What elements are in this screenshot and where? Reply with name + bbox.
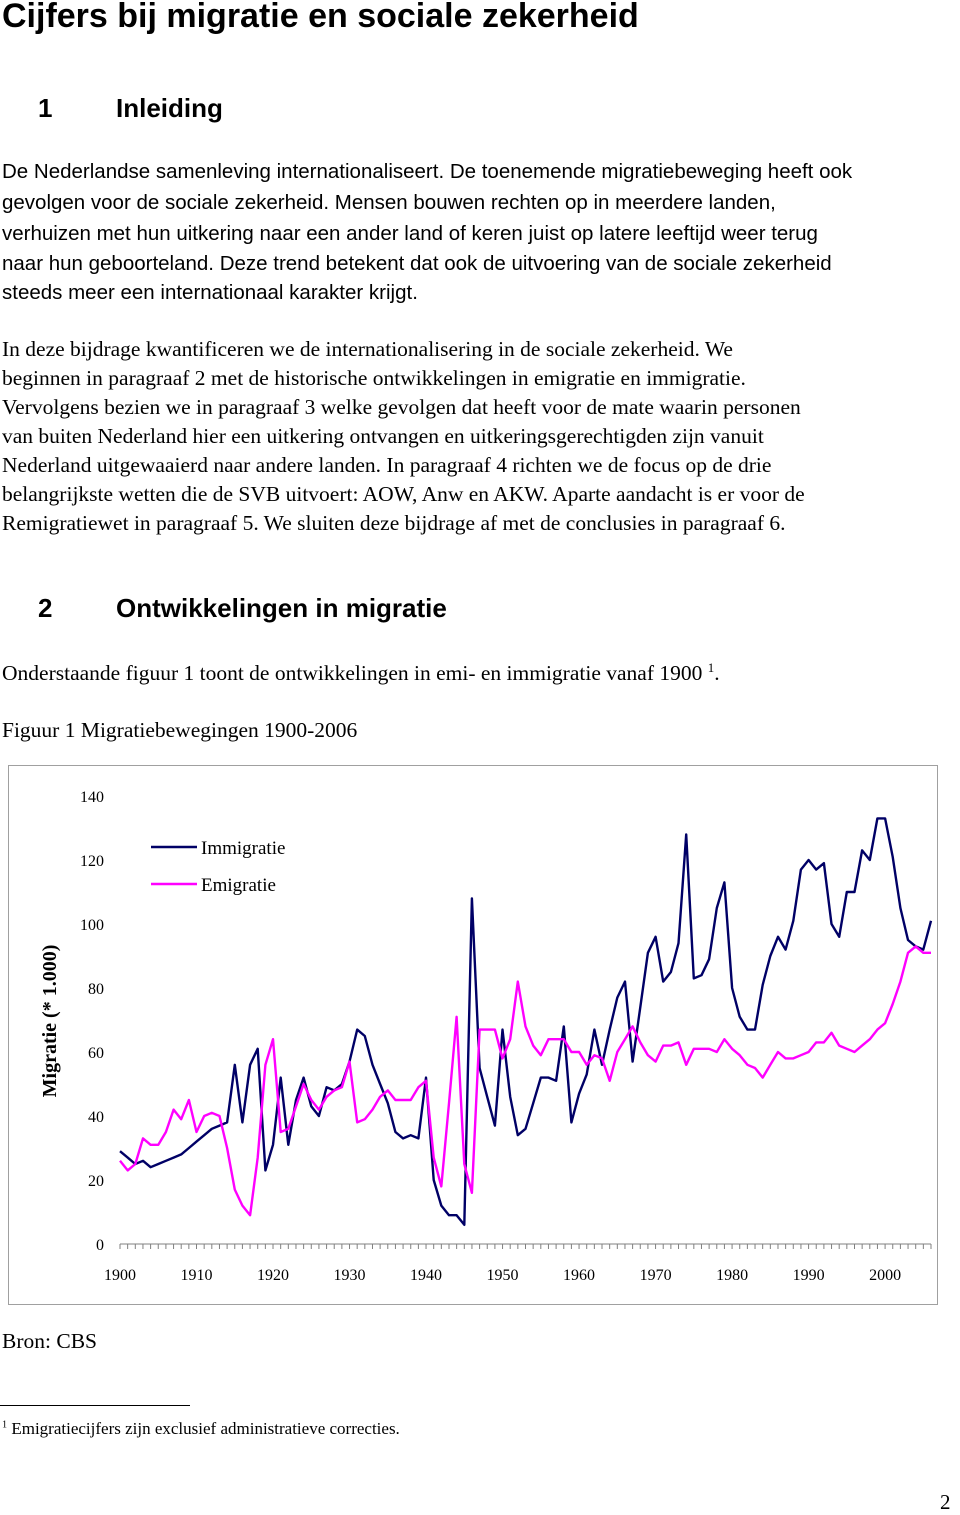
paragraph2-line: Remigratiewet in paragraaf 5. We sluiten deze bijdrage af met de conclusies in paragraaf 6.	[2, 511, 786, 535]
section2-number: 2	[38, 593, 53, 623]
x-tick-label: 1930	[333, 1267, 366, 1284]
y-tick-label: 60	[88, 1045, 104, 1062]
chart-frame	[8, 765, 938, 1305]
paragraph2-line: beginnen in paragraaf 2 met de historische ontwikkelingen in emigratie en immigratie.	[2, 366, 746, 390]
section2-heading: Ontwikkelingen in migratie	[116, 593, 447, 623]
paragraph1-line: naar hun geboorteland. Deze trend betekent dat ook de uitvoering van de sociale zekerheid	[2, 252, 832, 275]
x-tick-label: 1920	[257, 1267, 290, 1284]
y-tick-label: 40	[88, 1109, 104, 1126]
y-tick-label: 80	[88, 981, 104, 998]
footnote	[2, 1419, 400, 1439]
paragraph1-line: gevolgen voor de sociale zekerheid. Mensen bouwen rechten op in meerdere landen,	[2, 191, 776, 214]
paragraph2-line: Nederland uitgewaaierd naar andere landen. In paragraaf 4 richten we de focus op de drie	[2, 453, 772, 477]
document-title: Cijfers bij migratie en sociale zekerheid	[2, 0, 639, 35]
footnote-marker: 1	[2, 1419, 8, 1431]
y-axis-title: Migratie (* 1.000)	[39, 944, 61, 1098]
x-tick-label: 1960	[563, 1267, 596, 1284]
x-tick-label: 1990	[792, 1267, 825, 1284]
x-tick-label: 2000	[869, 1267, 902, 1284]
x-tick-label: 1940	[410, 1267, 443, 1284]
footnote-rule	[0, 1405, 190, 1406]
y-tick-label: 120	[80, 853, 104, 870]
y-tick-label: 0	[96, 1237, 104, 1254]
section1-heading: Inleiding	[116, 93, 223, 123]
section1-number: 1	[38, 93, 53, 123]
series-line-emigratie	[120, 946, 931, 1215]
figure-intro	[2, 661, 720, 686]
paragraph2-line: van buiten Nederland hier een uitkering ontvangen en uitkeringsgerechtigden zijn vanuit	[2, 424, 764, 448]
y-tick-label: 100	[80, 917, 104, 934]
paragraph2-line: Vervolgens bezien we in paragraaf 3 welke gevolgen dat heeft voor de mate waarin personen	[2, 395, 801, 419]
figure-intro-end: .	[714, 661, 720, 685]
figure-intro-text: Onderstaande figuur 1 toont de ontwikkelingen in emi- en immigratie vanaf 1900	[2, 661, 703, 685]
footnote-text: Emigratiecijfers zijn exclusief administratieve correcties.	[11, 1419, 400, 1438]
legend-label: Immigratie	[201, 838, 286, 859]
legend-label: Emigratie	[201, 875, 276, 896]
x-tick-label: 1900	[104, 1267, 136, 1284]
y-tick-label: 140	[80, 789, 104, 806]
source-line: Bron: CBS	[2, 1329, 97, 1353]
paragraph1-line: steeds meer een internationaal karakter krijgt.	[2, 281, 418, 304]
paragraph1-line: De Nederlandse samenleving internationaliseert. De toenemende migratiebeweging heeft ook	[2, 160, 853, 183]
figure-caption: Figuur 1 Migratiebewegingen 1900-2006	[2, 718, 358, 742]
x-tick-label: 1950	[486, 1267, 519, 1284]
migration-line-chart	[9, 766, 937, 1304]
x-tick-label: 1910	[180, 1267, 213, 1284]
x-tick-label: 1980	[716, 1267, 749, 1284]
x-tick-label: 1970	[639, 1267, 672, 1284]
paragraph2-line: belangrijkste wetten die de SVB uitvoert: AOW, Anw en AKW. Aparte aandacht is er voor de	[2, 482, 805, 506]
page-number: 2	[940, 1490, 951, 1514]
y-tick-label: 20	[88, 1173, 104, 1190]
footnote-reference: 1	[707, 660, 715, 675]
paragraph1-line: verhuizen met hun uitkering naar een ander land of keren juist op latere leeftijd weer terug	[2, 222, 818, 245]
paragraph2-line: In deze bijdrage kwantificeren we de internationalisering in de sociale zekerheid. We	[2, 337, 733, 361]
